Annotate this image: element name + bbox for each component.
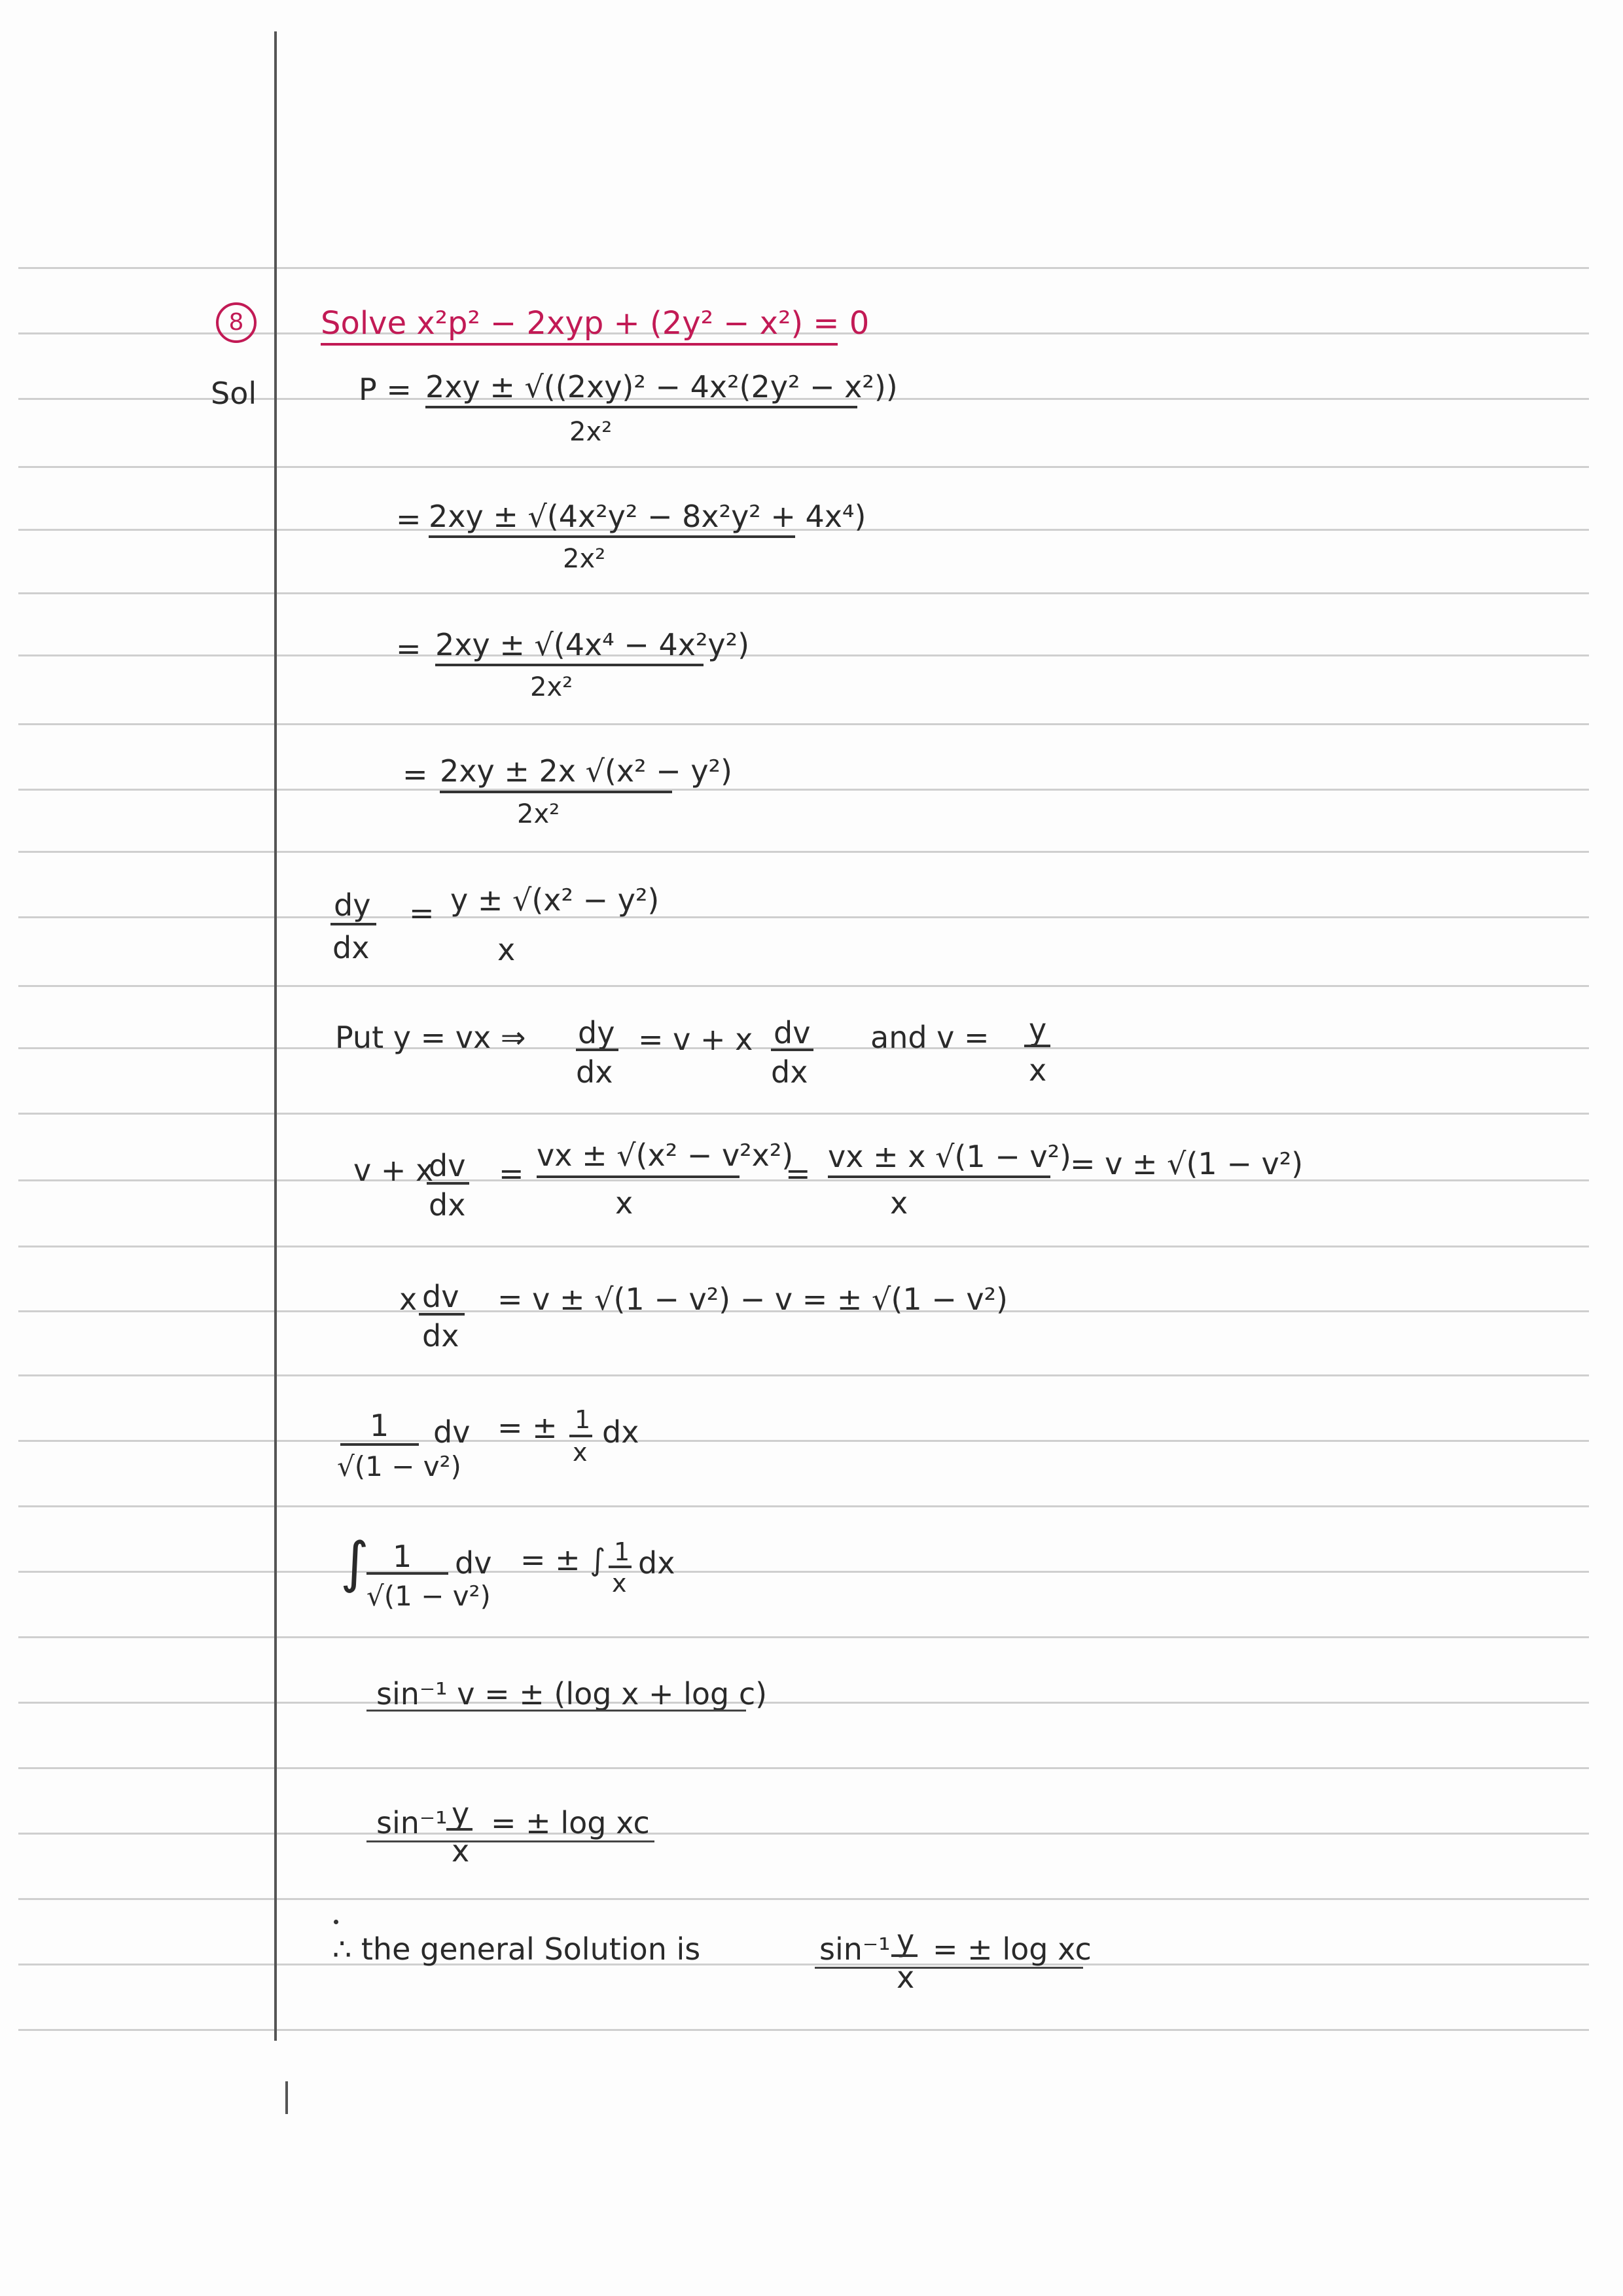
ruled-line xyxy=(18,592,1589,594)
margin-line-stub xyxy=(285,2081,288,2114)
ruled-line xyxy=(18,985,1589,987)
step7-fraction-bar-1 xyxy=(537,1175,740,1178)
sub-dx-2: dx xyxy=(771,1054,808,1090)
step4-numerator: 2xy ± 2x √(x² − y²) xyxy=(440,753,732,789)
sub-v-plus-x: = v + x xyxy=(638,1022,753,1057)
step7-numerator-2: vx ± x √(1 − v²) xyxy=(828,1139,1071,1174)
step4-denominator: 2x² xyxy=(517,799,560,829)
step3-numerator: 2xy ± √(4x⁴ − 4x²y²) xyxy=(435,627,750,662)
ruled-line xyxy=(18,1374,1589,1376)
v-fraction-bar xyxy=(1024,1045,1050,1047)
sol-label: Sol xyxy=(211,376,257,411)
step10-one: 1 xyxy=(393,1539,412,1574)
step8-dx: dx xyxy=(422,1318,459,1354)
step9-one-over: 1 xyxy=(575,1405,591,1434)
step11-underline xyxy=(366,1710,746,1712)
solution-sin-inverse: sin⁻¹ xyxy=(819,1931,891,1967)
ruled-line xyxy=(18,851,1589,853)
step10-one-over: 1 xyxy=(614,1537,630,1566)
step3-equals: = xyxy=(396,631,421,666)
ruled-line xyxy=(18,916,1589,918)
step7-numerator-1: vx ± √(x² − v²x²) xyxy=(537,1138,794,1173)
step9-x: x xyxy=(573,1438,588,1467)
step1-denominator: 2x² xyxy=(569,417,613,447)
ruled-line xyxy=(18,1898,1589,1900)
sub-dy-dx-bar xyxy=(576,1049,618,1051)
question-text: Solve x²p² − 2xyp + (2y² − x²) = 0 xyxy=(321,305,870,342)
step9-one: 1 xyxy=(370,1408,389,1443)
step10-one-x-bar xyxy=(609,1566,632,1568)
step11-inverse-sine: sin⁻¹ v = ± (log x + log c) xyxy=(376,1676,768,1712)
step3-fraction-bar xyxy=(435,664,704,666)
ruled-line xyxy=(18,723,1589,725)
ruled-line xyxy=(18,1246,1589,1247)
step7-fraction-bar-2 xyxy=(828,1175,1050,1178)
solution-rhs: = ± log xc xyxy=(933,1931,1092,1967)
step2-numerator: 2xy ± √(4x²y² − 8x²y² + 4x⁴) xyxy=(429,499,866,534)
step7-dx: dx xyxy=(429,1187,466,1223)
ruled-line xyxy=(18,1440,1589,1442)
step9-dv: dv xyxy=(433,1414,471,1450)
step8-x: x xyxy=(399,1282,418,1317)
step12-x: x xyxy=(452,1833,470,1869)
question-underline xyxy=(321,343,838,346)
step8-dv: dv xyxy=(422,1279,459,1314)
step10-dx: dx xyxy=(638,1545,675,1581)
solution-fraction-bar xyxy=(891,1954,918,1957)
step7-equals-2: = xyxy=(785,1156,811,1191)
step10-fraction-bar xyxy=(366,1572,448,1575)
step5-equals: = xyxy=(409,895,435,931)
step12-sin-inverse: sin⁻¹ xyxy=(376,1805,448,1840)
ruled-line xyxy=(18,1702,1589,1704)
step3-denominator: 2x² xyxy=(530,672,573,702)
v-x-denominator: x xyxy=(1029,1052,1047,1088)
step7-denominator-1: x xyxy=(615,1185,633,1221)
and-v-equals: and v = xyxy=(870,1020,990,1055)
sub-dx: dx xyxy=(576,1054,613,1090)
ruled-line xyxy=(18,1505,1589,1507)
step10-x: x xyxy=(612,1569,627,1598)
therefore-dot xyxy=(334,1920,338,1924)
general-solution-text: ∴ the general Solution is xyxy=(332,1931,701,1967)
sub-dv: dv xyxy=(774,1015,811,1050)
dy-over-dx-numerator: dy xyxy=(334,888,371,923)
step2-fraction-bar xyxy=(429,535,795,538)
step10-dv: dv xyxy=(455,1545,492,1581)
step9-equals: = ± xyxy=(497,1410,558,1445)
ruled-line xyxy=(18,1767,1589,1769)
step9-sqrt: √(1 − v²) xyxy=(337,1450,461,1482)
ruled-line xyxy=(18,466,1589,468)
step12-fraction-bar xyxy=(446,1828,473,1831)
step7-dv-dx-bar xyxy=(427,1182,469,1185)
dy-over-dx-denominator: dx xyxy=(332,930,370,965)
step9-one-x-bar xyxy=(569,1435,592,1437)
put-substitution: Put y = vx ⇒ xyxy=(335,1020,526,1055)
ruled-line xyxy=(18,1571,1589,1573)
ruled-line xyxy=(18,1113,1589,1115)
step5-numerator: y ± √(x² − y²) xyxy=(450,882,660,918)
margin-line xyxy=(274,31,277,2041)
v-y-numerator: y xyxy=(1029,1012,1047,1047)
step2-denominator: 2x² xyxy=(563,544,606,574)
solution-y: y xyxy=(897,1923,915,1958)
step9-dx: dx xyxy=(602,1414,639,1450)
solution-x: x xyxy=(897,1960,915,1995)
ruled-line xyxy=(18,789,1589,791)
step4-fraction-bar xyxy=(440,791,672,793)
step10-equals: = ± ∫ xyxy=(520,1542,606,1577)
step12-underline xyxy=(366,1840,654,1842)
step10-sqrt: √(1 − v²) xyxy=(366,1580,491,1612)
step8-dv-dx-bar xyxy=(419,1313,465,1316)
step4-equals: = xyxy=(402,757,428,792)
step7-denominator-2: x xyxy=(890,1185,908,1221)
sub-dv-dx-bar xyxy=(771,1049,813,1051)
step1-numerator: 2xy ± √((2xy)² − 4x²(2y² − x²)) xyxy=(425,369,898,404)
step9-fraction-bar xyxy=(340,1443,419,1446)
ruled-line xyxy=(18,655,1589,656)
ruled-line xyxy=(18,1833,1589,1835)
step12-rhs: = ± log xc xyxy=(491,1805,650,1840)
dy-dx-fraction-bar xyxy=(330,923,376,925)
step7-dv: dv xyxy=(429,1148,466,1183)
step8-rhs: = v ± √(1 − v²) − v = ± √(1 − v²) xyxy=(497,1282,1008,1317)
solution-underline xyxy=(815,1967,1083,1969)
ruled-line xyxy=(18,267,1589,269)
ruled-line xyxy=(18,1636,1589,1638)
step5-denominator: x xyxy=(497,932,516,967)
sub-dy: dy xyxy=(578,1015,615,1050)
step2-equals: = xyxy=(396,501,421,537)
step7-rhs: = v ± √(1 − v²) xyxy=(1070,1146,1304,1181)
step7-lhs: v + x xyxy=(353,1153,434,1188)
step1-fraction-bar xyxy=(425,406,857,408)
ruled-line xyxy=(18,2029,1589,2031)
step12-y: y xyxy=(452,1796,470,1831)
p-equals: P = xyxy=(359,372,412,407)
step7-equals-1: = xyxy=(499,1156,524,1191)
question-number: 8 xyxy=(216,302,257,343)
ruled-line xyxy=(18,1964,1589,1965)
integral-sign: ∫ xyxy=(340,1530,369,1594)
